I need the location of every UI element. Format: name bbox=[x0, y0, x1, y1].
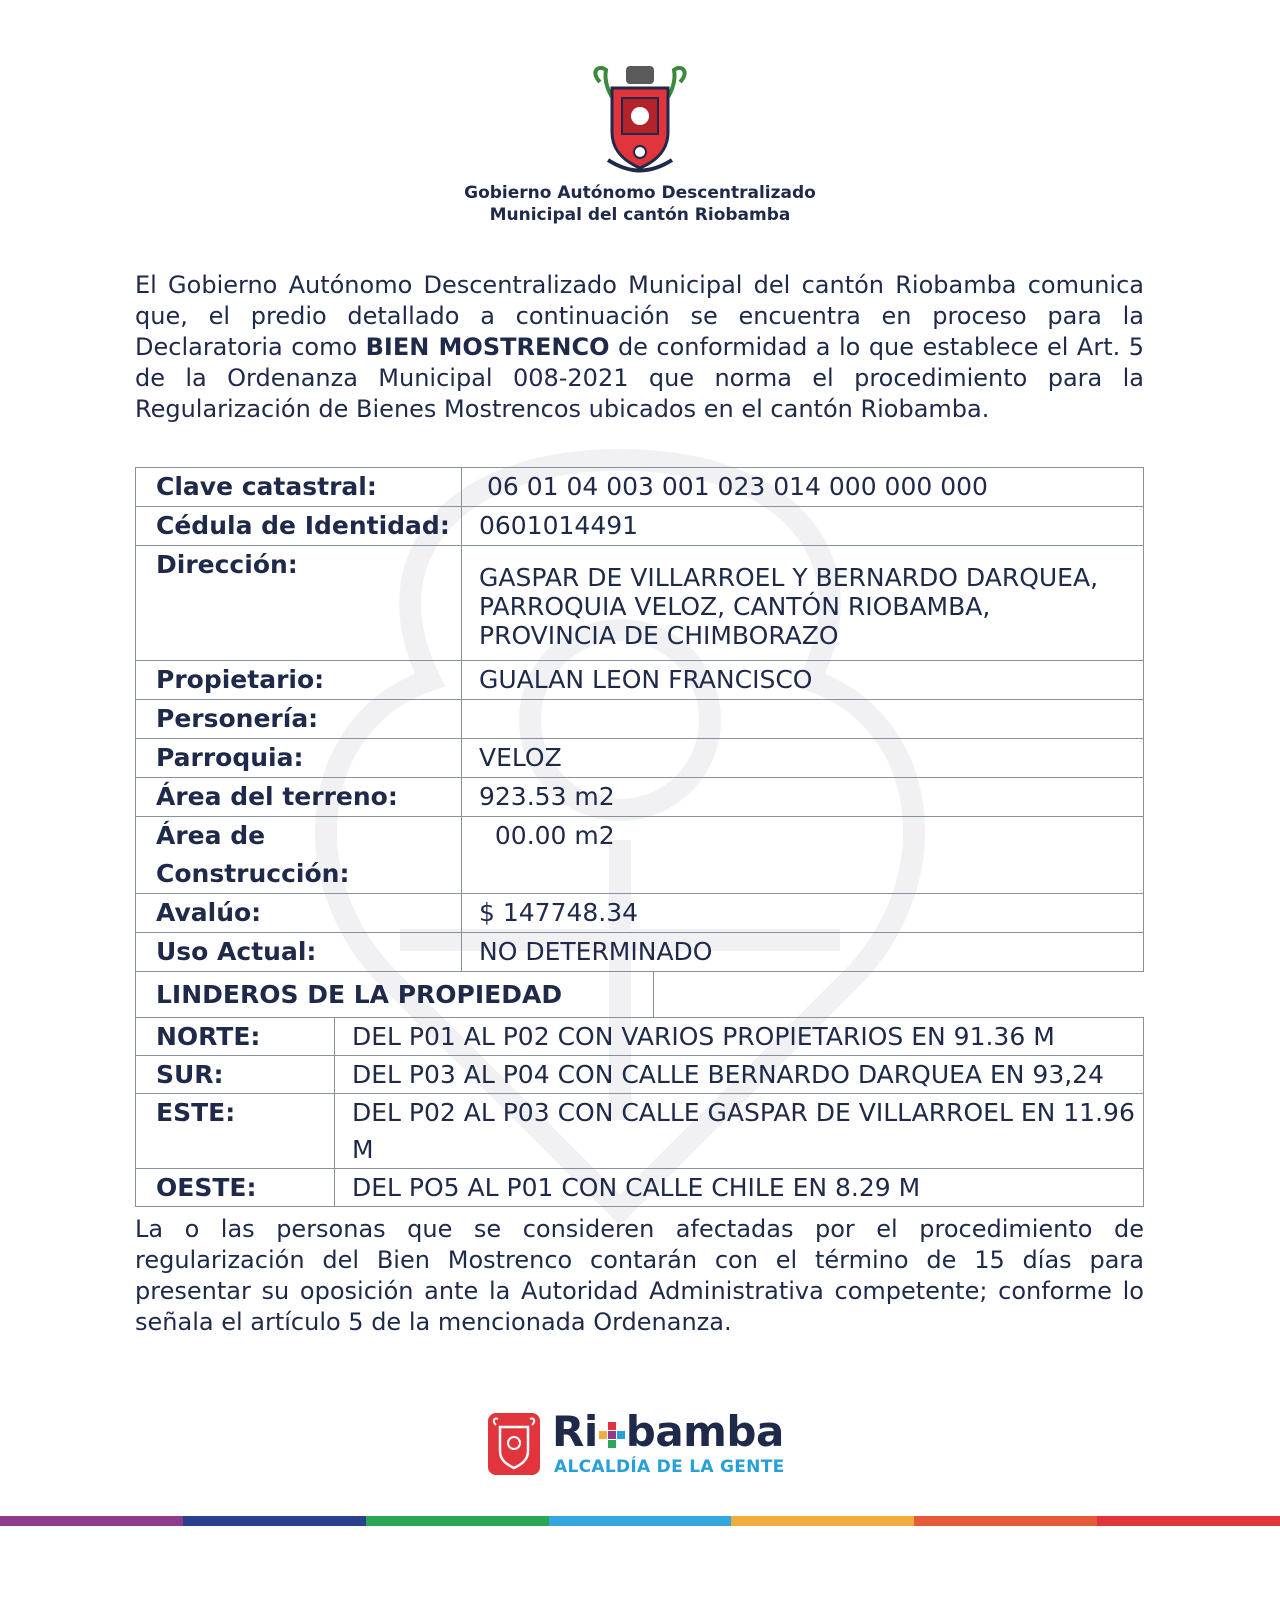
field-label: Área de Construcción: bbox=[136, 817, 462, 894]
field-label: Clave catastral: bbox=[136, 468, 462, 507]
table-row bbox=[136, 933, 1144, 972]
table-row bbox=[136, 546, 1144, 661]
intro-text-before: El Gobierno Autónomo Descentralizado Municipal del cantón Riobamba comunica que, el predio detallado a continuación se encuentra en proceso para la Declaratoria como bbox=[135, 271, 1144, 361]
field-label: Propietario: bbox=[136, 661, 462, 700]
field-value: GASPAR DE VILLARROEL Y BERNARDO DARQUEA, PARROQUIA VELOZ, CANTÓN RIOBAMBA, PROVINCIA DE CHIMBORAZO bbox=[462, 546, 1144, 661]
stripe-segment bbox=[914, 1516, 1097, 1526]
field-value: 00.00 m2 bbox=[462, 817, 1144, 894]
table-row bbox=[136, 778, 1144, 817]
table-row bbox=[136, 507, 1144, 546]
stripe-segment bbox=[549, 1516, 732, 1526]
table-row bbox=[136, 1169, 1144, 1207]
boundary-label: SUR: bbox=[136, 1056, 335, 1094]
stripe-segment bbox=[0, 1516, 183, 1526]
field-label: Dirección: bbox=[136, 546, 462, 661]
field-value bbox=[462, 700, 1144, 739]
table-row bbox=[136, 700, 1144, 739]
closing-paragraph: La o las personas que se consideren afectadas por el procedimiento de regularización del Bien Mostrenco contarán con el término de 15 días para presentar su oposición ante la Autoridad Administrativa competente; conforme lo señala el artículo 5 de la mencionada Ordenanza. bbox=[135, 1215, 1144, 1336]
table-row bbox=[136, 1056, 1144, 1094]
boundary-value: DEL PO5 AL P01 CON CALLE CHILE EN 8.29 M bbox=[335, 1169, 1144, 1207]
field-value: 0601014491 bbox=[462, 507, 1144, 546]
table-row bbox=[136, 468, 1144, 507]
field-label: Avalúo: bbox=[136, 894, 462, 933]
brand-wordmark bbox=[552, 1407, 784, 1456]
property-details-table bbox=[135, 467, 1144, 972]
field-label: Área del terreno: bbox=[136, 778, 462, 817]
boundary-value: DEL P01 AL P02 CON VARIOS PROPIETARIOS EN 91.36 M bbox=[335, 1018, 1144, 1056]
field-label: Cédula de Identidad: bbox=[136, 507, 462, 546]
stripe-segment bbox=[183, 1516, 366, 1526]
field-value: VELOZ bbox=[462, 739, 1144, 778]
institution-name-line1: Gobierno Autónomo Descentralizado bbox=[464, 183, 816, 203]
boundary-label: OESTE: bbox=[136, 1169, 335, 1207]
table-row bbox=[136, 817, 1144, 894]
riobamba-footer-logo bbox=[488, 1407, 808, 1483]
boundary-label: ESTE: bbox=[136, 1094, 335, 1169]
brand-suffix: bamba bbox=[625, 1407, 784, 1456]
stripe-segment bbox=[366, 1516, 549, 1526]
boundaries-table bbox=[135, 1017, 1144, 1207]
field-label: Parroquia: bbox=[136, 739, 462, 778]
letterhead bbox=[0, 62, 1280, 226]
intro-paragraph bbox=[135, 270, 1144, 425]
boundary-value: DEL P03 AL P04 CON CALLE BERNARDO DARQUEA EN 93,24 bbox=[335, 1056, 1144, 1094]
field-value: 06 01 04 003 001 023 014 000 000 000 bbox=[462, 468, 1144, 507]
institution-name-line2: Municipal del cantón Riobamba bbox=[489, 205, 791, 225]
boundary-label: NORTE: bbox=[136, 1018, 335, 1056]
field-value: GUALAN LEON FRANCISCO bbox=[462, 661, 1144, 700]
stripe-segment bbox=[731, 1516, 914, 1526]
intro-text-after: de conformidad a lo que establece el Art. 5 de la Ordenanza Municipal 008-2021 que norma el procedimiento para la Regularización de Bienes Mostrencos ubicados en el cantón Riobamba. bbox=[135, 333, 1144, 423]
field-value: $ 147748.34 bbox=[462, 894, 1144, 933]
boundaries-title: LINDEROS DE LA PROPIEDAD bbox=[135, 971, 654, 1017]
field-value: NO DETERMINADO bbox=[462, 933, 1144, 972]
table-row bbox=[136, 661, 1144, 700]
municipal-crest-logo bbox=[590, 62, 690, 182]
stripe-segment bbox=[1097, 1516, 1280, 1526]
table-row bbox=[136, 1094, 1144, 1169]
riobamba-crest-icon bbox=[488, 1413, 540, 1475]
table-row bbox=[136, 894, 1144, 933]
brand-tagline: ALCALDÍA DE LA GENTE bbox=[554, 1457, 785, 1477]
intro-highlight: BIEN MOSTRENCO bbox=[365, 333, 610, 361]
field-value: 923.53 m2 bbox=[462, 778, 1144, 817]
boundary-value: DEL P02 AL P03 CON CALLE GASPAR DE VILLARROEL EN 11.96 M bbox=[335, 1094, 1144, 1169]
chakana-o-icon bbox=[599, 1422, 625, 1448]
field-label: Uso Actual: bbox=[136, 933, 462, 972]
color-stripe bbox=[0, 1516, 1280, 1526]
table-row bbox=[136, 739, 1144, 778]
brand-prefix: Ri bbox=[552, 1407, 598, 1456]
field-label: Personería: bbox=[136, 700, 462, 739]
table-row bbox=[136, 1018, 1144, 1056]
